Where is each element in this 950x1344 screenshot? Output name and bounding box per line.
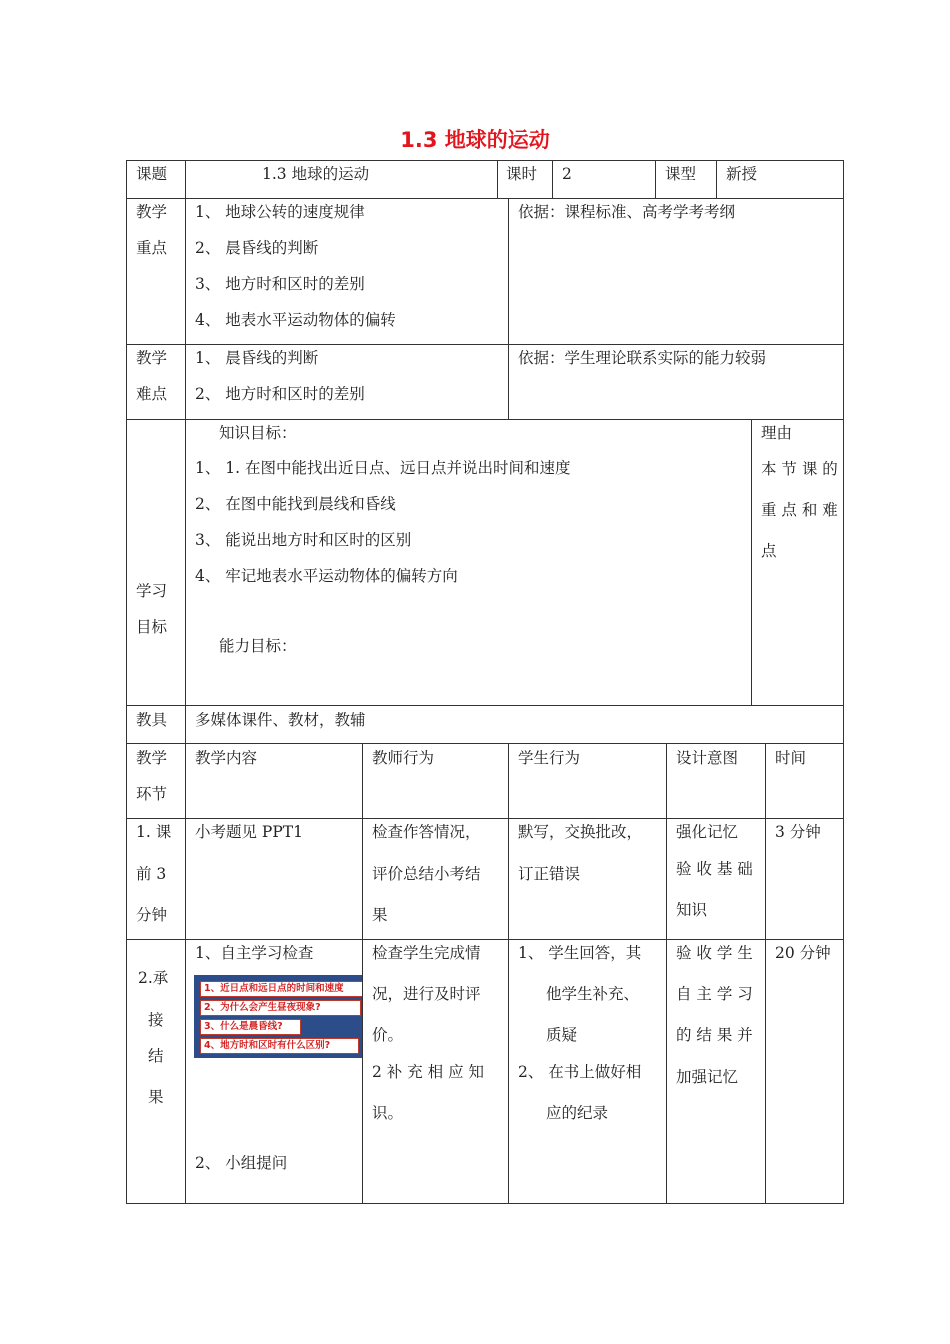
difficult-point-item: 1、 晨昏线的判断 [195,349,319,367]
row2-student: 质疑 [546,1026,578,1044]
page-title: 1.3 地球的运动 [400,128,550,152]
row2-design: 的 结 果 并 [676,1026,753,1044]
objective-item: 4、 牢记地表水平运动物体的偏转方向 [195,567,458,585]
row2-stage: 接 [148,1011,164,1029]
row2-teacher: 检查学生完成情 [372,944,481,962]
ability-title: 能力目标： [219,637,297,655]
key-points-basis: 依据：课程标准、高考学考考纲 [518,203,736,221]
row1-teacher: 果 [372,906,388,924]
objective-item: 1、 1. 在图中能找出近日点、远日点并说出时间和速度 [195,459,571,477]
row1-design: 验 收 基 础 [676,860,753,878]
row2-design: 验 收 学 生 [676,944,753,962]
row2-stage: 结 [148,1047,164,1065]
difficult-point-item: 2、 地方时和区时的差别 [195,385,365,403]
row2-stage: 2.承 [138,969,169,987]
row2-design: 加强记忆 [676,1068,739,1086]
difficult-points-basis: 依据：学生理论联系实际的能力较弱 [518,349,767,367]
tools-value: 多媒体课件、教材，教辅 [195,711,366,729]
ppt-item: 2、为什么会产生昼夜现象? [200,1000,361,1016]
row1-student: 默写，交换批改， [518,823,643,841]
reason-line: 重 点 和 难 [761,501,838,519]
row1-design: 知识 [676,901,708,919]
teacher-header: 教师行为 [372,749,435,767]
objective-item: 3、 能说出地方时和区时的区别 [195,531,412,549]
key-points-label-1: 教学 [136,203,168,221]
ppt-item: 4、地方时和区时有什么区别? [200,1038,359,1054]
row1-teacher: 检查作答情况， [372,823,481,841]
stage-header-2: 环节 [136,785,168,803]
ppt-item: 3、什么是晨昏线? [200,1019,301,1035]
content-header: 教学内容 [195,749,258,767]
topic-label: 课题 [136,165,168,183]
topic-value: 1.3 地球的运动 [262,165,370,183]
type-label: 课型 [665,165,697,183]
ppt-slide-image [194,975,362,1058]
tools-label: 教具 [136,711,168,729]
key-point-item: 1、 地球公转的速度规律 [195,203,365,221]
key-point-item: 4、 地表水平运动物体的偏转 [195,311,396,329]
objective-item: 2、 在图中能找到晨线和昏线 [195,495,396,513]
row1-design: 强化记忆 [676,823,739,841]
ppt-item: 1、近日点和远日点的时间和速度 [200,981,362,997]
row1-stage: 1. 课 [136,823,172,841]
row2-teacher: 2 补 充 相 应 知 [372,1063,484,1081]
period-label: 课时 [506,165,538,183]
row1-teacher: 评价总结小考结 [372,865,481,883]
design-header: 设计意图 [676,749,739,767]
type-value: 新授 [726,165,758,183]
row1-stage: 分钟 [136,906,168,924]
reason-line: 本 节 课 的 [761,460,838,478]
row2-teacher: 识。 [372,1104,404,1122]
key-points-label-2: 重点 [136,239,168,257]
row2-teacher: 况，进行及时评 [372,985,481,1003]
student-header: 学生行为 [518,749,581,767]
stage-header-1: 教学 [136,749,168,767]
row2-time: 20 分钟 [775,944,831,962]
difficult-points-label-1: 教学 [136,349,168,367]
time-header: 时间 [775,749,807,767]
row2-content-1: 1、自主学习检查 [195,944,314,962]
key-point-item: 3、 地方时和区时的差别 [195,275,365,293]
row2-student: 应的纪录 [546,1104,609,1122]
row2-student: 1、 学生回答，其 [518,944,642,962]
knowledge-title: 知识目标： [219,424,297,442]
row1-time: 3 分钟 [775,823,821,841]
row2-student: 2、 在书上做好相 [518,1063,642,1081]
reason-line: 理由 [761,424,793,442]
row1-content: 小考题见 PPT1 [195,823,303,841]
key-point-item: 2、 晨昏线的判断 [195,239,319,257]
row2-stage: 果 [148,1088,164,1106]
objectives-label-1: 学习 [136,582,168,600]
row1-student: 订正错误 [518,865,581,883]
row2-teacher: 价。 [372,1026,404,1044]
row2-student: 他学生补充、 [546,985,640,1003]
row2-content-2: 2、 小组提问 [195,1154,288,1172]
row2-design: 自 主 学 习 [676,985,753,1003]
reason-line: 点 [761,542,777,560]
difficult-points-label-2: 难点 [136,385,168,403]
row1-stage: 前 3 [136,865,167,883]
period-value: 2 [562,165,572,183]
objectives-label-2: 目标 [136,618,168,636]
